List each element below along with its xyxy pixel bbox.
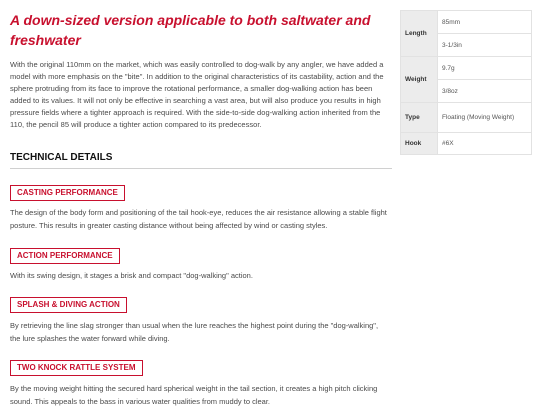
spec-value: 3/8oz <box>438 80 532 103</box>
spec-label: Length <box>401 11 438 57</box>
intro-paragraph: With the original 110mm on the market, which was easily controlled to dog-walk by any angler, we have added a model with more emphasis on the "bite". In addition to the original characteristics of its castability, action and the sphere protruding from its face to improve the rotational performance, a smaller dog-walking action has been added to its values. It will not only be effective in searching a vast area, but will also produce you results in high pressure fields where a tighter approach is required. With the side-to-side dog-walking action inherited from the 110, the pencil 85 will produce a tighter action compared to its predecessor. <box>10 60 384 130</box>
product-headline: A down-sized version applicable to both saltwater and freshwater <box>10 12 371 48</box>
feature-title-casting-performance: CASTING PERFORMANCE <box>10 185 125 201</box>
feature-text-casting-performance: The design of the body form and positioning of the tail hook-eye, reduces the air resistance allowing a stable flight posture. This results in greater casting distance without being affected by wind or casting styles. <box>10 208 387 230</box>
spec-row-type <box>401 103 532 133</box>
spec-value: Floating (Moving Weight) <box>438 103 532 133</box>
spec-label: Weight <box>401 57 438 103</box>
spec-label: Hook <box>401 133 438 155</box>
feature-text-two-knock-rattle-system: By the moving weight hitting the secured hard spherical weight in the tail section, it creates a high pitch clicking sound. This appeals to the bass in various water qualities from muddy to clear. <box>10 384 378 406</box>
spec-label: Type <box>401 103 438 133</box>
feature-title-action-performance: ACTION PERFORMANCE <box>10 248 120 264</box>
spec-value: 3-1/3in <box>438 34 532 57</box>
technical-details-heading: TECHNICAL DETAILS <box>10 152 392 169</box>
spec-row-length <box>401 11 532 34</box>
spec-value: #6X <box>438 133 532 155</box>
spec-table <box>400 10 532 155</box>
spec-row-weight <box>401 57 532 80</box>
feature-title-two-knock-rattle-system: TWO KNOCK RATTLE SYSTEM <box>10 360 143 376</box>
spec-value: 85mm <box>438 11 532 34</box>
spec-row-hook <box>401 133 532 155</box>
spec-value: 9.7g <box>438 57 532 80</box>
feature-title-splash-diving-action: SPLASH & DIVING ACTION <box>10 297 127 313</box>
feature-text-action-performance: With its swing design, it stages a brisk and compact "dog-walking" action. <box>10 271 253 280</box>
feature-text-splash-diving-action: By retrieving the line slag stronger than usual when the lure reaches the highest point during the "dog-walking", the lure splashes the water forward while diving. <box>10 321 379 343</box>
